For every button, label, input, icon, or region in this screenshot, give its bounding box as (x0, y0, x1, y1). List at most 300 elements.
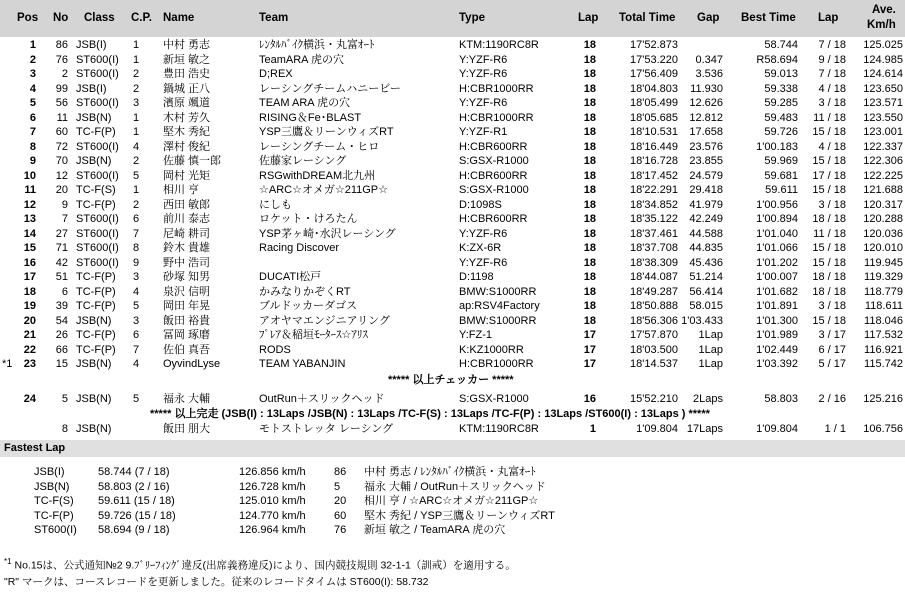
cell-gap: 11.930 (690, 82, 723, 95)
cell-type: Y:YZF-R6 (459, 68, 508, 80)
cell-gap: 29.418 (689, 184, 723, 196)
cell-best: 59.013 (764, 68, 798, 80)
cell-lap: 18 (583, 285, 596, 298)
cell-cp: 1 (133, 126, 140, 138)
fastest-lap-class: JSB(I) (34, 466, 65, 478)
cell-cp: 5 (133, 300, 140, 312)
cell-lap: 18 (583, 169, 596, 182)
cell-cp: 4 (133, 285, 140, 298)
cell-cp: 4 (133, 140, 140, 153)
cell-class: JSB(N) (76, 423, 112, 435)
cell-class: TC-F(P) (76, 198, 116, 211)
cell-team: アオヤマエンジニアリング (259, 314, 390, 327)
fastest-lap-item (0, 480, 905, 495)
cell-pos: 12 (23, 198, 36, 211)
col-type: Type (459, 12, 485, 24)
table-row (0, 38, 905, 53)
cell-no: 72 (55, 140, 68, 153)
cell-cp: 7 (133, 343, 140, 356)
cell-lap: 17 (583, 329, 596, 341)
cell-total: 18'17.452 (630, 169, 678, 182)
cell-cp: 2 (133, 198, 140, 211)
cell-team: 佐藤家レーシング (259, 155, 347, 167)
cell-team: ﾚﾝﾀﾙﾊﾞｲｸ横浜・丸富ｵｰﾄ (259, 39, 375, 51)
cell-name: 相川 亨 (163, 184, 200, 196)
cell-gap: 1'03.433 (681, 314, 723, 327)
cell-best: 1'00.894 (756, 213, 798, 225)
cell-best: 1'01.066 (756, 242, 798, 254)
cell-lap: 18 (583, 314, 596, 327)
cell-best: 1'00.183 (756, 140, 798, 153)
cell-best: 59.285 (764, 97, 798, 109)
cell-no: 20 (55, 184, 68, 196)
cell-ave: 123.650 (863, 82, 903, 95)
cell-best: 1'01.300 (756, 314, 798, 327)
cell-name: 西田 敏郎 (163, 198, 211, 211)
cell-type: Y:YZF-R6 (459, 227, 508, 240)
cell-best: 1'00.956 (756, 198, 798, 211)
cell-no: 15 (55, 358, 68, 370)
separator-note (0, 406, 905, 422)
cell-total: 18'44.087 (630, 271, 678, 283)
cell-name: 木村 芳久 (163, 111, 211, 124)
fastest-lap-rider: 堅木 秀紀 / YSP三鷹＆リーンウィズRT (364, 509, 555, 522)
table-row (0, 183, 905, 198)
cell-class: TC-F(P) (76, 285, 116, 298)
cell-class: TC-F(S) (76, 184, 116, 196)
table-row (0, 314, 905, 329)
cell-class: JSB(N) (76, 155, 112, 167)
cell-name: 岡田 年晃 (163, 300, 211, 312)
cell-best: 59.611 (765, 184, 798, 196)
cell-blap: 15 / 18 (812, 242, 846, 254)
cell-class: ST600(I) (76, 242, 119, 254)
table-row (0, 285, 905, 300)
footnote-1-mark: *1 (4, 557, 12, 566)
cell-type: Y:FZ-1 (459, 329, 493, 341)
cell-pos: 5 (29, 97, 36, 109)
cell-team: YSP三鷹＆リーンウィズRT (259, 126, 394, 138)
cell-gap: 1Lap (698, 358, 723, 370)
cell-ave: 120.036 (863, 227, 903, 240)
col-cp: C.P. (131, 12, 152, 24)
cell-cp: 3 (133, 271, 140, 283)
cell-type: H:CBR1000RR (459, 358, 534, 370)
cell-ave: 115.742 (864, 358, 903, 370)
cell-type: BMW:S1000RR (459, 285, 537, 298)
fastest-lap-time: 59.726 (15 / 18) (98, 509, 176, 522)
cell-best: 1'02.449 (756, 343, 798, 356)
cell-class: JSB(N) (76, 111, 112, 124)
cell-name: 飯田 裕貴 (163, 314, 211, 327)
cell-cp: 2 (133, 155, 140, 167)
cell-gap: 45.436 (689, 256, 723, 269)
cell-total: 17'57.870 (630, 329, 678, 341)
cell-best: 58.803 (764, 392, 798, 405)
fastest-lap-time: 58.803 (2 / 16) (98, 480, 170, 493)
col-name: Name (163, 12, 195, 24)
cell-gap: 24.579 (689, 169, 723, 182)
cell-pos: 22 (23, 343, 36, 356)
cell-type: H:CBR600RR (459, 169, 528, 182)
cell-total: 17'56.409 (630, 68, 678, 80)
cell-type: ap:RSV4Factory (459, 300, 540, 312)
cell-total: 18'05.499 (630, 97, 678, 109)
fastest-lap-speed: 126.964 km/h (239, 524, 306, 537)
cell-name: 濱原 颯道 (163, 97, 211, 109)
cell-cp: 1 (133, 184, 140, 196)
cell-class: JSB(I) (76, 82, 107, 95)
cell-no: 60 (55, 126, 68, 138)
cell-team: RODS (259, 343, 291, 356)
cell-no: 99 (55, 82, 68, 95)
cell-total: 18'04.803 (630, 82, 678, 95)
cell-total: 18'56.306 (630, 314, 678, 327)
cell-cp: 6 (133, 213, 140, 225)
cell-type: Y:YZF-R6 (459, 97, 508, 109)
cell-pos: 15 (23, 242, 36, 254)
cell-lap: 18 (583, 242, 596, 254)
fastest-lap-speed: 125.010 km/h (239, 495, 306, 508)
fastest-lap-speed: 126.856 km/h (239, 466, 306, 478)
cell-no: 54 (55, 314, 68, 327)
cell-no: 76 (55, 53, 68, 66)
cell-best: 1'01.891 (756, 300, 798, 312)
cell-pos: 4 (29, 82, 36, 95)
cell-cp: 6 (133, 329, 140, 341)
table-row (0, 241, 905, 256)
cell-ave: 121.688 (863, 184, 903, 196)
footnote-2-text: "R" マークは、コースレコードを更新しました。従来のレコードタイムは ST600(I): 58.732 (4, 576, 429, 588)
fastest-lap-no: 76 (334, 524, 347, 537)
cell-team: TEAM YABANJIN (259, 358, 346, 370)
cell-name: 泉沢 信明 (163, 285, 211, 298)
cell-no: 6 (61, 285, 68, 298)
cell-name: 佐藤 慎一郎 (163, 155, 222, 167)
table-row (0, 212, 905, 227)
cell-blap: 11 / 18 (813, 227, 846, 240)
table-row (0, 125, 905, 140)
cell-lap: 18 (583, 97, 596, 109)
cell-lap: 18 (583, 111, 596, 124)
cell-gap: 12.812 (689, 111, 723, 124)
cell-blap: 15 / 18 (812, 155, 846, 167)
cell-cp: 5 (133, 392, 140, 405)
cell-team: レーシングチームハニービー (259, 82, 401, 95)
fastest-lap-class: TC-F(S) (34, 495, 74, 508)
cell-no: 8 (61, 423, 68, 435)
cell-lap: 18 (583, 227, 596, 240)
cell-no: 56 (55, 97, 68, 109)
cell-ave: 122.306 (863, 155, 903, 167)
cell-type: S:GSX-R1000 (459, 392, 529, 405)
cell-no: 86 (55, 39, 68, 51)
table-row (0, 111, 905, 126)
cell-blap: 18 / 18 (812, 271, 846, 283)
cell-cp: 3 (133, 314, 140, 327)
fastest-lap-title: Fastest Lap (4, 442, 66, 454)
table-row (0, 343, 905, 358)
cell-best: 1'09.804 (756, 423, 798, 435)
cell-lap: 1 (589, 423, 596, 435)
table-row (0, 169, 905, 184)
cell-gap: 44.835 (689, 242, 723, 254)
cell-gap: 23.576 (689, 140, 723, 153)
cell-cp: 5 (133, 169, 140, 182)
cell-ave: 124.985 (863, 53, 903, 66)
cell-ave: 118.611 (864, 300, 903, 312)
cell-blap: 18 / 18 (812, 285, 846, 298)
cell-ave: 106.756 (863, 423, 903, 435)
cell-type: H:CBR1000RR (459, 111, 534, 124)
cell-no: 51 (55, 271, 68, 283)
cell-pos: 6 (29, 111, 36, 124)
cell-blap: 18 / 18 (812, 213, 846, 225)
cell-name: 前川 泰志 (163, 213, 211, 225)
col-best-time: Best Time (741, 12, 796, 24)
cell-class: ST600(I) (76, 227, 119, 240)
cell-cp: 9 (133, 256, 140, 269)
cell-class: JSB(N) (76, 358, 112, 370)
cell-pos: 7 (29, 126, 36, 138)
cell-ave: 119.945 (864, 256, 903, 269)
cell-no: 39 (55, 300, 68, 312)
cell-gap: 41.979 (689, 198, 723, 211)
table-row (0, 82, 905, 97)
cell-class: JSB(N) (76, 392, 112, 405)
cell-name: 尼崎 耕司 (163, 227, 211, 240)
col-lap: Lap (578, 12, 599, 24)
cell-team: ﾌﾟﾚｱ＆稲垣ﾓｰﾀｰｽ☆ｱﾘｽ (259, 329, 368, 341)
cell-blap: 4 / 18 (818, 140, 846, 153)
fastest-lap-item (0, 494, 905, 509)
cell-lap: 17 (583, 343, 596, 356)
cell-class: ST600(I) (76, 140, 119, 153)
cell-lap: 18 (583, 82, 596, 95)
cell-team: レーシングチーム・ヒロ (259, 140, 380, 153)
cell-type: KTM:1190RC8R (459, 423, 539, 435)
cell-best: R58.694 (756, 53, 798, 66)
cell-blap: 3 / 18 (818, 198, 846, 211)
cell-type: S:GSX-R1000 (459, 155, 529, 167)
cell-best: 1'01.989 (756, 329, 798, 341)
fastest-lap-rider: 相川 亨 / ☆ARC☆オメガ☆211GP☆ (364, 495, 539, 508)
results-table-header (0, 0, 905, 37)
cell-team: モトストレッタ レーシング (259, 423, 394, 435)
cell-pos: 3 (29, 68, 36, 80)
cell-gap: 17Laps (686, 423, 723, 435)
cell-pos: 24 (23, 392, 36, 405)
cell-ave: 123.001 (863, 126, 903, 138)
cell-name: OyvindLyse (163, 358, 221, 370)
footnote-1-text: No.15は、公式通知№2 9.ﾌﾞﾘｰﾌｨﾝｸﾞ違反(出席義務違反)により、国内競技規則 32-1-1（訓戒）を適用する。 (14, 559, 516, 572)
cell-ave: 119.329 (864, 271, 903, 283)
cell-gap: 1Lap (698, 329, 723, 341)
fastest-lap-header (0, 440, 905, 457)
separator-text: ***** 以上チェッカー ***** (388, 373, 514, 386)
cell-best: 59.338 (764, 82, 798, 95)
cell-pos: 21 (23, 329, 36, 341)
fastest-lap-class: JSB(N) (34, 480, 70, 493)
fastest-lap-no: 60 (334, 509, 347, 522)
fastest-lap-no: 86 (334, 466, 347, 478)
cell-best: 1'01.682 (756, 285, 798, 298)
cell-type: D:1098S (459, 198, 502, 211)
cell-no: 9 (61, 198, 68, 211)
cell-best: 58.744 (764, 39, 798, 51)
cell-class: TC-F(P) (76, 300, 116, 312)
cell-blap: 17 / 18 (812, 169, 846, 182)
cell-cp: 4 (133, 358, 140, 370)
cell-blap: 6 / 17 (818, 343, 846, 356)
table-row (0, 67, 905, 82)
cell-team: D;REX (259, 68, 293, 80)
cell-ave: 118.779 (864, 285, 903, 298)
fastest-lap-time: 58.694 (9 / 18) (98, 524, 170, 537)
cell-blap: 3 / 18 (818, 300, 846, 312)
footnote-2 (4, 572, 904, 592)
col-ave-unit: Km/h (867, 19, 896, 31)
fastest-lap-class: ST600(I) (34, 524, 77, 537)
table-row (0, 96, 905, 111)
footnotes (4, 552, 904, 592)
cell-class: ST600(I) (76, 169, 119, 182)
cell-team: ☆ARC☆オメガ☆211GP☆ (259, 184, 388, 196)
cell-team: ロケット・けろたん (259, 213, 358, 225)
cell-team: Racing Discover (259, 242, 340, 254)
cell-blap: 9 / 18 (818, 53, 846, 66)
cell-team: RISING＆Fe･BLAST (259, 111, 362, 124)
cell-type: Y:YZF-R1 (459, 126, 508, 138)
cell-name: 冨岡 琢磨 (163, 329, 211, 341)
cell-blap: 1 / 1 (824, 423, 846, 435)
cell-ave: 124.614 (863, 68, 903, 80)
cell-no: 42 (55, 256, 68, 269)
cell-name: 豊田 浩史 (163, 68, 211, 80)
cell-gap: 3.536 (695, 68, 723, 80)
cell-ave: 118.046 (864, 314, 903, 327)
cell-name: 岡村 光矩 (163, 169, 211, 182)
cell-pos: 18 (23, 285, 36, 298)
cell-class: TC-F(P) (76, 271, 116, 283)
cell-type: Y:YZF-R6 (459, 256, 508, 269)
cell-pos: 9 (29, 155, 36, 167)
cell-blap: 15 / 18 (812, 256, 846, 269)
cell-cp: 2 (133, 68, 140, 80)
footnote-1 (4, 552, 904, 572)
cell-pos: 11 (24, 184, 36, 196)
table-row (0, 53, 905, 68)
table-row (0, 154, 905, 169)
cell-name: 澤村 俊紀 (163, 140, 211, 153)
cell-ave: 120.317 (863, 198, 903, 211)
cell-gap: 12.626 (689, 97, 723, 109)
cell-ave: 123.550 (863, 111, 903, 124)
separator-text: ***** 以上完走 (JSB(I) : 13Laps /JSB(N) : 13Laps /TC-F(S) : 13Laps /TC-F(P) : 13Laps /ST600(I) : 13Laps ) ***** (150, 408, 710, 420)
cell-pos: 13 (23, 213, 36, 225)
cell-total: 15'52.210 (630, 392, 678, 405)
table-row (0, 198, 905, 213)
cell-total: 18'10.531 (630, 126, 678, 138)
cell-type: D:1198 (459, 271, 494, 283)
fastest-lap-item (0, 523, 905, 538)
fastest-lap-rider: 中村 勇志 / ﾚﾝﾀﾙﾊﾞｲｸ横浜・丸富ｵｰﾄ (364, 466, 536, 478)
cell-blap: 4 / 18 (818, 82, 846, 95)
cell-type: K:ZX-6R (459, 242, 502, 254)
cell-total: 18'16.728 (630, 155, 678, 167)
cell-gap: 17.658 (689, 126, 723, 138)
cell-type: H:CBR600RR (459, 213, 528, 225)
cell-class: ST600(I) (76, 68, 119, 80)
cell-type: H:CBR600RR (459, 140, 528, 153)
cell-pos: 2 (29, 53, 36, 66)
cell-no: 66 (55, 343, 68, 356)
fastest-lap-time: 59.611 (15 / 18) (98, 495, 175, 508)
table-row (0, 140, 905, 155)
cell-blap: 7 / 18 (818, 39, 846, 51)
cell-type: KTM:1190RC8R (459, 39, 539, 51)
cell-cp: 2 (133, 82, 140, 95)
cell-cp: 3 (133, 97, 140, 109)
cell-ave: 125.025 (863, 39, 903, 51)
cell-total: 18'34.852 (630, 198, 678, 211)
cell-name: 野中 浩司 (163, 256, 211, 269)
cell-total: 18'50.888 (630, 300, 678, 312)
table-row (0, 227, 905, 242)
cell-total: 18'37.461 (630, 227, 678, 240)
cell-ave: 122.337 (863, 140, 903, 153)
cell-total: 18'22.291 (630, 184, 678, 196)
cell-pos: 20 (23, 314, 36, 327)
cell-lap: 18 (583, 300, 596, 312)
cell-blap: 15 / 18 (812, 314, 846, 327)
cell-total: 18'37.708 (630, 242, 678, 254)
cell-lap: 18 (583, 126, 596, 138)
cell-ave: 120.288 (863, 213, 903, 225)
cell-gap: 23.855 (689, 155, 723, 167)
cell-name: 飯田 朋大 (163, 423, 211, 435)
cell-total: 18'38.309 (630, 256, 678, 269)
fastest-lap-rider: 新垣 敏之 / TeamARA 虎の穴 (364, 524, 506, 537)
cell-ave: 120.010 (863, 242, 903, 254)
cell-no: 26 (55, 329, 68, 341)
cell-type: H:CBR1000RR (459, 82, 534, 95)
cell-total: 18'03.500 (630, 343, 678, 356)
cell-lap: 18 (583, 198, 596, 211)
cell-total: 18'49.287 (630, 285, 678, 298)
cell-cp: 8 (133, 242, 140, 254)
table-row (0, 299, 905, 314)
table-row (0, 422, 905, 437)
cell-gap: 42.249 (689, 213, 723, 225)
cell-team: にしも (259, 198, 292, 211)
col-best-lap: Lap (818, 12, 839, 24)
cell-blap: 15 / 18 (812, 184, 846, 196)
col-team: Team (259, 12, 289, 24)
cell-type: K:KZ1000RR (459, 343, 524, 356)
cell-pos: 19 (23, 300, 36, 312)
cell-total: 18'35.122 (630, 213, 678, 225)
cell-lap: 17 (583, 358, 596, 370)
table-row (0, 256, 905, 271)
cell-blap: 3 / 18 (818, 97, 846, 109)
cell-blap: 2 / 16 (818, 392, 846, 405)
cell-team: DUCATI松戸 (259, 271, 322, 283)
cell-total: 18'14.537 (630, 358, 678, 370)
cell-total: 1'09.804 (636, 423, 678, 435)
cell-blap: 3 / 17 (818, 329, 846, 341)
cell-name: 鍋城 正八 (163, 82, 211, 95)
